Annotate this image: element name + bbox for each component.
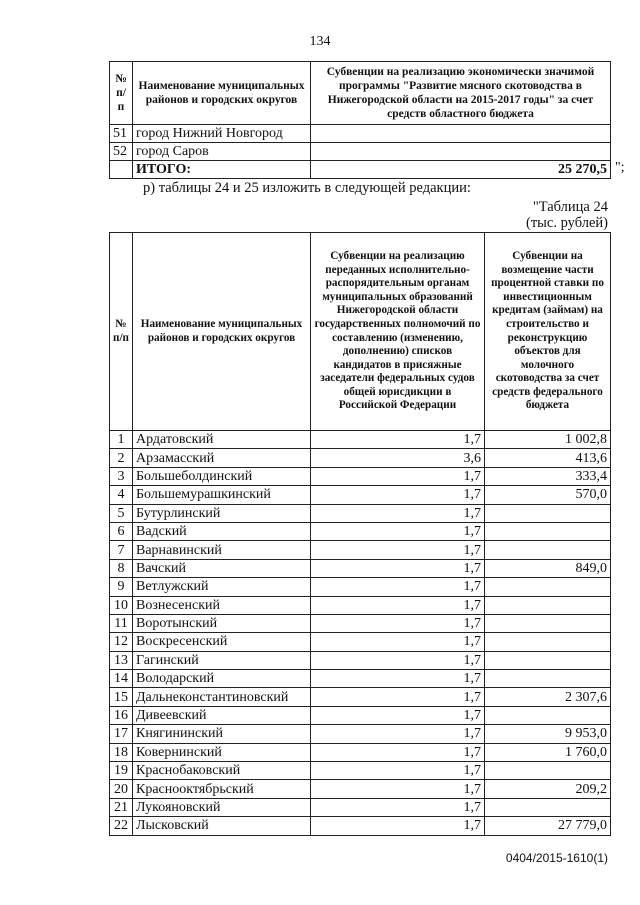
- row-number: 12: [110, 633, 133, 651]
- subvention-jurors-value: 1,7: [311, 467, 485, 485]
- subvention-interest-value: [485, 651, 611, 669]
- table-row: [110, 817, 611, 835]
- subvention-interest-value: 413,6: [485, 449, 611, 467]
- district-name: Ковернинский: [133, 743, 311, 761]
- table-row: [110, 522, 611, 540]
- subvention-interest-value: 849,0: [485, 559, 611, 577]
- subvention-jurors-value: 1,7: [311, 817, 485, 835]
- subvention-interest-value: [485, 633, 611, 651]
- table-row: [110, 449, 611, 467]
- table2-header-col2: Субвенции на возмещение части процентной ставки по инвестиционным кредитам (займам) на строительство и реконструкцию объектов для молочного скотоводства за счет средств федерального бюджета: [485, 233, 611, 431]
- table1-header-name: Наименование муниципальных районов и городских округов: [133, 62, 311, 125]
- row-number: 15: [110, 688, 133, 706]
- subvention-jurors-value: 1,7: [311, 522, 485, 540]
- subvention-interest-value: [485, 670, 611, 688]
- table-row: [110, 596, 611, 614]
- total-label: ИТОГО:: [133, 161, 311, 179]
- subvention-interest-value: [485, 596, 611, 614]
- subvention-interest-value: [485, 522, 611, 540]
- subvention-jurors-value: 1,7: [311, 541, 485, 559]
- district-name: Вадский: [133, 522, 311, 540]
- subvention-interest-value: 333,4: [485, 467, 611, 485]
- district-name: Воротынский: [133, 614, 311, 632]
- amendment-paragraph: р) таблицы 24 и 25 изложить в следующей редакции:: [143, 180, 471, 196]
- row-number: 21: [110, 798, 133, 816]
- subvention-jurors-value: 1,7: [311, 559, 485, 577]
- table-row: [110, 559, 611, 577]
- subvention-jurors-value: 1,7: [311, 596, 485, 614]
- district-name: Гагинский: [133, 651, 311, 669]
- closing-quote-mark: ";: [615, 160, 625, 175]
- table-row: [110, 431, 611, 449]
- district-name: Дальнеконстантиновский: [133, 688, 311, 706]
- table-row: [110, 467, 611, 485]
- district-name: город Саров: [133, 143, 311, 161]
- table2-header-row: [110, 233, 611, 431]
- subvention-interest-value: 1 002,8: [485, 431, 611, 449]
- district-name: Краснооктябрьский: [133, 780, 311, 798]
- total-value: 25 270,5: [311, 161, 611, 179]
- table-row: [110, 688, 611, 706]
- subvention-interest-value: [485, 614, 611, 632]
- document-code: 0404/2015-1610(1): [505, 851, 608, 865]
- table-row: [110, 614, 611, 632]
- subvention-interest-value: [485, 504, 611, 522]
- table-row: [110, 725, 611, 743]
- row-number: 18: [110, 743, 133, 761]
- table-row: [110, 762, 611, 780]
- subvention-interest-value: 9 953,0: [485, 725, 611, 743]
- subvention-jurors-value: 3,6: [311, 449, 485, 467]
- district-name: Ветлужский: [133, 578, 311, 596]
- row-number: 2: [110, 449, 133, 467]
- row-number: 1: [110, 431, 133, 449]
- district-name: Воскресенский: [133, 633, 311, 651]
- district-name: Арзамасский: [133, 449, 311, 467]
- table-row: [110, 486, 611, 504]
- subvention-interest-value: 209,2: [485, 780, 611, 798]
- table1-header-row: [110, 62, 611, 125]
- district-name: Варнавинский: [133, 541, 311, 559]
- subvention-jurors-value: 1,7: [311, 578, 485, 596]
- table2-header-col1: Субвенции на реализацию переданных исполнительно-распорядительным органам муниципальных образований Нижегородской области государственных полномочий по составлению (изменению, дополнению) списков кандидатов в присяжные заседатели федеральных судов общей юрисдикции в Российской Федерации: [311, 233, 485, 431]
- district-name: Володарский: [133, 670, 311, 688]
- row-number: 51: [110, 125, 133, 143]
- district-name: Княгининский: [133, 725, 311, 743]
- table-row: [110, 504, 611, 522]
- table2-header-num: № п/п: [110, 233, 133, 431]
- row-number: 20: [110, 780, 133, 798]
- district-name: Лысковский: [133, 817, 311, 835]
- row-number: 17: [110, 725, 133, 743]
- district-name: Большеболдинский: [133, 467, 311, 485]
- table-row: [110, 125, 611, 143]
- subvention-jurors-value: 1,7: [311, 614, 485, 632]
- table-caption: "Таблица 24: [532, 199, 608, 215]
- row-number: 19: [110, 762, 133, 780]
- table-row: [110, 798, 611, 816]
- table-row: [110, 541, 611, 559]
- table2-body: [110, 431, 611, 836]
- subvention-interest-value: 1 760,0: [485, 743, 611, 761]
- table2-header-name: Наименование муниципальных районов и городских округов: [133, 233, 311, 431]
- subsidy-value: [311, 125, 611, 143]
- row-number: 11: [110, 614, 133, 632]
- subvention-jurors-value: 1,7: [311, 504, 485, 522]
- subvention-jurors-value: 1,7: [311, 688, 485, 706]
- table-row: [110, 780, 611, 798]
- table-row: [110, 633, 611, 651]
- subvention-interest-value: 570,0: [485, 486, 611, 504]
- subvention-interest-value: [485, 762, 611, 780]
- district-name: Большемурашкинский: [133, 486, 311, 504]
- subvention-jurors-value: 1,7: [311, 706, 485, 724]
- row-number: 10: [110, 596, 133, 614]
- subvention-jurors-value: 1,7: [311, 633, 485, 651]
- district-name: Ардатовский: [133, 431, 311, 449]
- subvention-interest-value: [485, 541, 611, 559]
- row-number: 52: [110, 143, 133, 161]
- subvention-interest-value: [485, 798, 611, 816]
- table-row: [110, 670, 611, 688]
- row-number: 13: [110, 651, 133, 669]
- subvention-interest-value: 27 779,0: [485, 817, 611, 835]
- total-num-cell: [110, 161, 133, 179]
- subsidy-table-continuation: [109, 61, 611, 179]
- table-row: [110, 651, 611, 669]
- district-name: Дивеевский: [133, 706, 311, 724]
- district-name: Краснобаковский: [133, 762, 311, 780]
- table1-header-subsidy: Субвенции на реализацию экономически значимой программы "Развитие мясного скотоводства в Нижегородской области на 2015-2017 годы" за счет средств областного бюджета: [311, 62, 611, 125]
- row-number: 3: [110, 467, 133, 485]
- subvention-jurors-value: 1,7: [311, 743, 485, 761]
- table-row: [110, 578, 611, 596]
- table-unit: (тыс. рублей): [526, 215, 608, 231]
- row-number: 7: [110, 541, 133, 559]
- total-row: [110, 161, 611, 179]
- subvention-jurors-value: 1,7: [311, 651, 485, 669]
- district-name: Лукояновский: [133, 798, 311, 816]
- row-number: 16: [110, 706, 133, 724]
- district-name: Бутурлинский: [133, 504, 311, 522]
- row-number: 14: [110, 670, 133, 688]
- subvention-interest-value: [485, 706, 611, 724]
- subsidy-value: [311, 143, 611, 161]
- district-name: Вознесенский: [133, 596, 311, 614]
- district-name: Вачский: [133, 559, 311, 577]
- table-row: [110, 143, 611, 161]
- row-number: 4: [110, 486, 133, 504]
- row-number: 8: [110, 559, 133, 577]
- page-number: 134: [309, 34, 331, 49]
- district-name: город Нижний Новгород: [133, 125, 311, 143]
- row-number: 6: [110, 522, 133, 540]
- table-row: [110, 743, 611, 761]
- subvention-jurors-value: 1,7: [311, 798, 485, 816]
- table-24: [109, 232, 611, 836]
- subvention-interest-value: [485, 578, 611, 596]
- subvention-interest-value: 2 307,6: [485, 688, 611, 706]
- table1-header-num: № п/п: [110, 62, 133, 125]
- row-number: 22: [110, 817, 133, 835]
- subvention-jurors-value: 1,7: [311, 431, 485, 449]
- row-number: 9: [110, 578, 133, 596]
- subvention-jurors-value: 1,7: [311, 762, 485, 780]
- table-row: [110, 706, 611, 724]
- subvention-jurors-value: 1,7: [311, 780, 485, 798]
- subvention-jurors-value: 1,7: [311, 670, 485, 688]
- subvention-jurors-value: 1,7: [311, 486, 485, 504]
- subvention-jurors-value: 1,7: [311, 725, 485, 743]
- row-number: 5: [110, 504, 133, 522]
